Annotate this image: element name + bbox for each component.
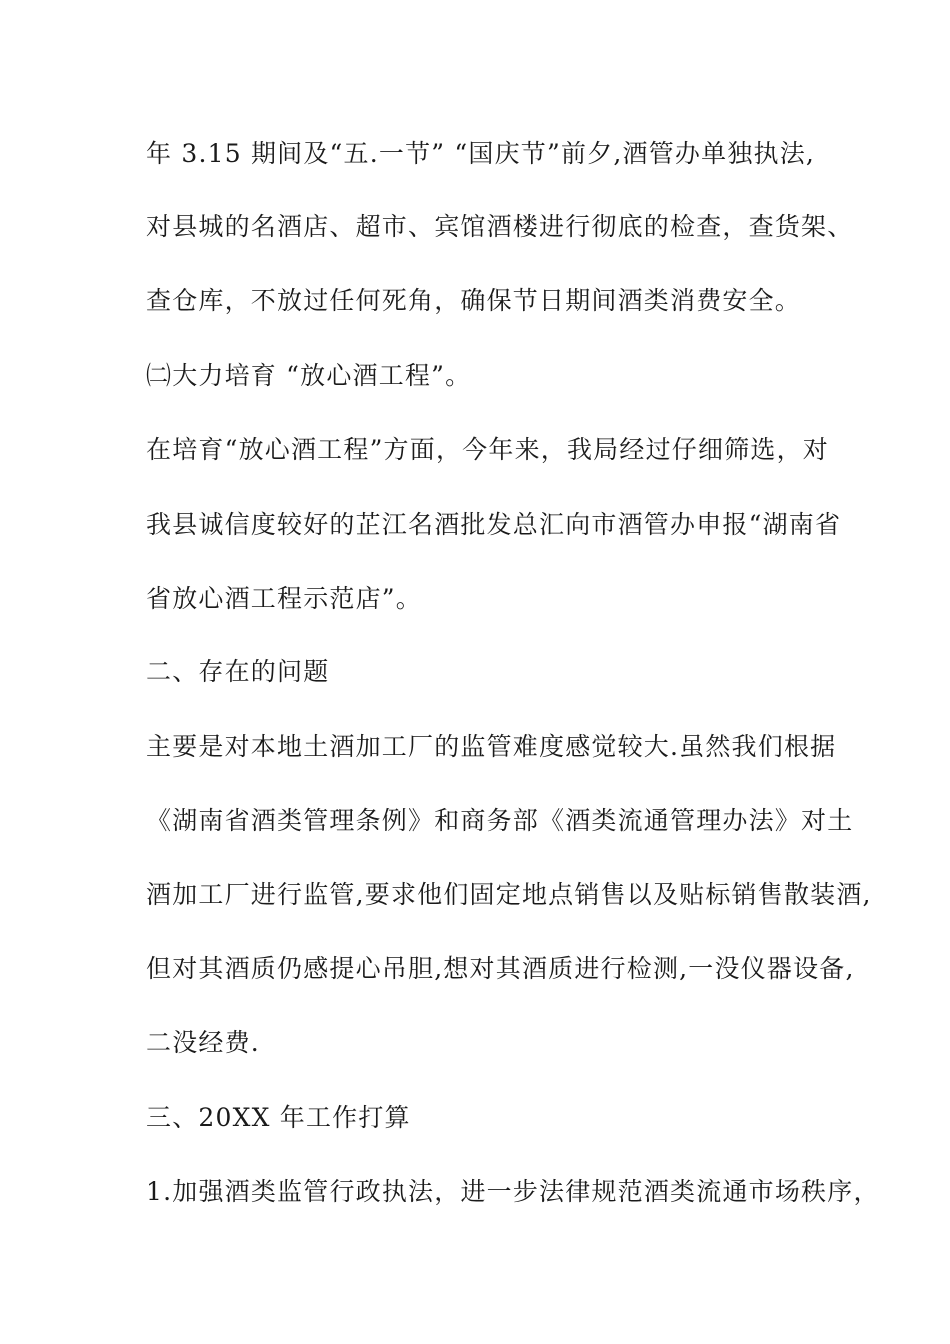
text-line: 但对其酒质仍感提心吊胆,想对其酒质进行检测,一没仪器设备,	[146, 954, 855, 983]
text-line: 对县城的名酒店、超市、宾馆酒楼进行彻底的检查，查货架、	[146, 212, 854, 241]
section-heading: ㈡大力培育 “放心酒工程”。	[146, 361, 472, 390]
text-line: 省放心酒工程示范店”。	[146, 584, 422, 613]
text-line: 查仓库，不放过任何死角，确保节日期间酒类消费安全。	[146, 286, 802, 315]
text-line: 年 3.15 期间及“五.一节” “国庆节”前夕,酒管办单独执法,	[146, 139, 816, 168]
text-line: 酒加工厂进行监管,要求他们固定地点销售以及贴标销售散装酒,	[146, 880, 872, 909]
text-line: 二没经费.	[146, 1028, 260, 1057]
text-line: 1.加强酒类监管行政执法，进一步法律规范酒类流通市场秩序，	[146, 1177, 880, 1206]
text-line: 《湖南省酒类管理条例》和商务部《酒类流通管理办法》对土	[146, 806, 854, 835]
section-heading: 二、存在的问题	[146, 657, 330, 686]
text-line: 在培育“放心酒工程”方面，今年来，我局经过仔细筛选，对	[146, 435, 829, 464]
text-line: 我县诚信度较好的芷江名酒批发总汇向市酒管办申报“湖南省	[146, 510, 842, 539]
section-heading: 三、20XX 年工作打算	[146, 1103, 411, 1132]
text-line: 主要是对本地土酒加工厂的监管难度感觉较大.虽然我们根据	[146, 732, 837, 761]
